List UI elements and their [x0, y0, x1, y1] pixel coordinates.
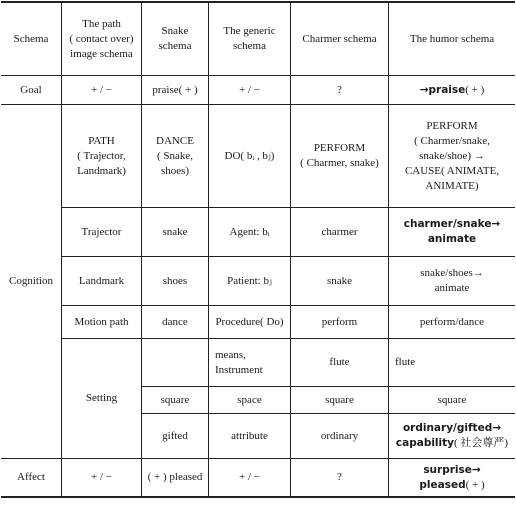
setting-gifted-humor-line1: ordinary/gifted→	[402, 422, 502, 434]
landmark-humor: snake/shoes→ animate	[420, 267, 484, 294]
header-path-schema: The path ( contact over) image schema	[69, 17, 134, 60]
setting-square-humor: square	[437, 393, 467, 406]
goal-snake: praise( + )	[152, 83, 198, 96]
goal-generic: + / −	[239, 83, 260, 96]
landmark-charmer: snake	[326, 274, 353, 287]
setting-gifted-humor	[389, 414, 515, 458]
goal-humor-bold: praise	[428, 83, 466, 96]
setting-means-humor: flute	[395, 356, 416, 368]
cognition-generic-main: DO( bᵢ , bⱼ)	[224, 149, 275, 162]
affect-generic: + / −	[239, 471, 260, 483]
motion-path-snake: dance	[162, 315, 188, 328]
affect-humor-line2	[419, 478, 484, 493]
motion-path-generic: Procedure( Do)	[215, 315, 284, 328]
setting-square-charmer: square	[325, 393, 354, 406]
affect-humor	[389, 459, 515, 496]
header-snake-schema: Snake schema	[158, 25, 192, 52]
landmark-generic: Patient: bⱼ	[227, 274, 272, 287]
trajector-snake: snake	[162, 225, 188, 238]
cognition-snake-main: DANCE ( Snake, shoes)	[156, 134, 194, 177]
goal-humor	[389, 76, 515, 104]
setting-gifted-humor-bold2: capability	[395, 437, 454, 449]
header-schema: Schema	[13, 32, 49, 45]
header-generic-schema: The generic schema	[223, 25, 276, 52]
setting-square-snake: square	[160, 393, 190, 406]
row-label-goal: Goal	[20, 83, 42, 96]
landmark-snake: shoes	[162, 274, 188, 287]
affect-humor-bold2: pleased	[419, 478, 466, 491]
motion-path-path: Motion path	[74, 315, 129, 328]
goal-charmer: ?	[337, 83, 342, 96]
setting-gifted-humor-line2	[396, 436, 508, 451]
header-humor-schema: The humor schema	[409, 32, 495, 45]
affect-humor-rest: ( + )	[465, 478, 485, 491]
setting-gifted-snake: gifted	[162, 429, 188, 442]
setting-gifted-humor-rest: ( 社会尊严)	[454, 437, 509, 449]
affect-charmer: ?	[337, 471, 342, 483]
affect-path: + / −	[91, 471, 112, 483]
trajector-humor: charmer/snake→ animate	[403, 218, 501, 245]
setting-means-charmer: flute	[329, 356, 350, 368]
motion-path-humor: perform/dance	[419, 315, 485, 328]
setting-means-generic: means, Instrument	[215, 348, 263, 376]
goal-humor-arrow: →	[419, 83, 429, 96]
motion-path-charmer: perform	[321, 315, 358, 328]
goal-humor-rest: ( + )	[465, 83, 485, 96]
setting-gifted-generic: attribute	[231, 429, 268, 442]
cognition-charmer-main: PERFORM ( Charmer, snake)	[300, 142, 379, 169]
trajector-path: Trajector	[81, 225, 122, 238]
cognition-path-main: PATH ( Trajector, Landmark)	[77, 134, 126, 177]
header-charmer-schema: Charmer schema	[302, 32, 377, 45]
setting-gifted-charmer: ordinary	[320, 429, 359, 442]
setting-square-generic: space	[237, 393, 262, 406]
table-bottom-rule	[1, 496, 515, 498]
trajector-generic: Agent: bᵢ	[229, 225, 270, 238]
row-label-affect: Affect	[17, 471, 45, 483]
landmark-path: Landmark	[78, 274, 125, 287]
goal-path: + / −	[91, 83, 112, 96]
affect-snake: ( + ) pleased	[147, 471, 203, 483]
cognition-humor-main: PERFORM ( Charmer/snake, snake/shoe) → CAUSE( ANIMATE, ANIMATE)	[404, 119, 500, 192]
setting-means-snake	[142, 339, 208, 386]
affect-humor-line1: surprise→	[423, 463, 481, 476]
row-label-cognition: Cognition	[8, 275, 53, 287]
trajector-charmer: charmer	[321, 225, 358, 238]
setting-path: Setting	[85, 392, 118, 404]
